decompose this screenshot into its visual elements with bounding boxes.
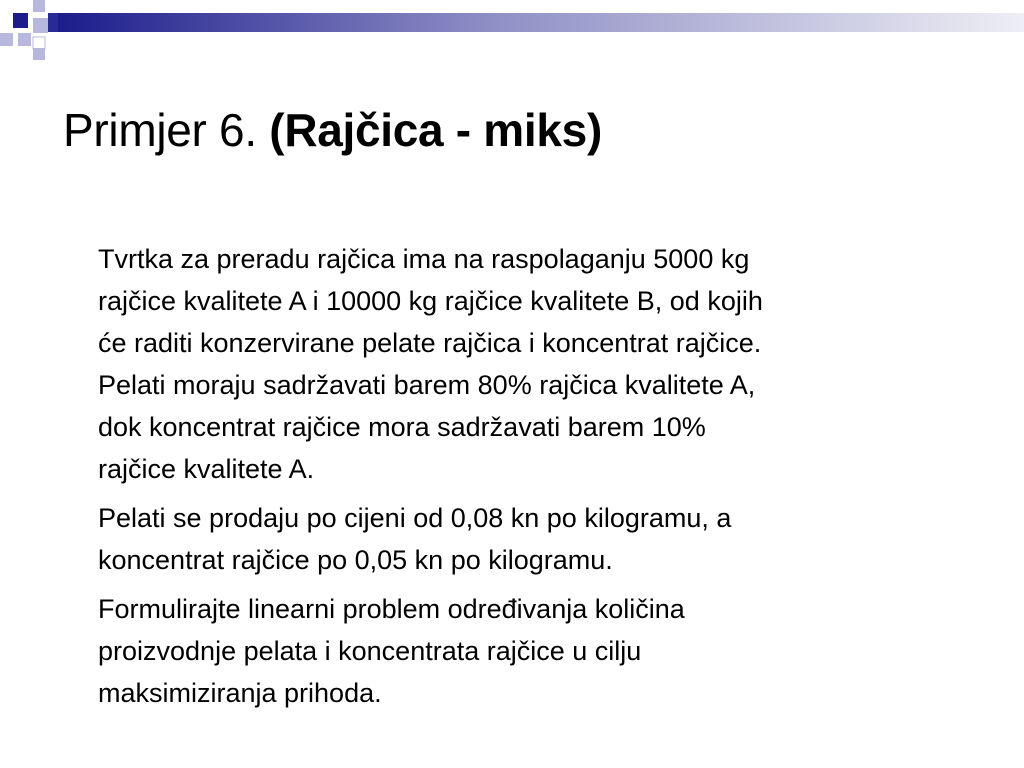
paragraph-problem xyxy=(98,238,978,490)
text-line: proizvodnje pelata i koncentrata rajčice u cilju xyxy=(98,636,642,666)
paragraph-task xyxy=(98,588,978,714)
slide-title xyxy=(63,100,602,160)
text-line: će raditi konzervirane pelate rajčica i koncentrat rajčice. xyxy=(98,328,762,358)
text-line: maksimiziranja prihoda. xyxy=(98,678,382,708)
text-line: Tvrtka za preradu rajčica ima na raspolaganju 5000 kg xyxy=(98,244,750,274)
text-line: Pelati se prodaju po cijeni od 0,08 kn po kilogramu, a xyxy=(98,503,732,533)
text-line: koncentrat rajčice po 0,05 kn po kilogramu. xyxy=(98,545,613,575)
text-line: Formulirajte linearni problem određivanja količina xyxy=(98,594,685,624)
header-decoration xyxy=(0,0,1024,62)
text-line: rajčice kvalitete A. xyxy=(98,454,315,484)
slide-title-bold: (Rajčica - miks) xyxy=(269,104,602,156)
text-line: rajčice kvalitete A i 10000 kg rajčice kvalitete B, od kojih xyxy=(98,286,763,316)
header-decoration-graphic xyxy=(0,0,1024,62)
text-line: Pelati moraju sadržavati barem 80% rajčica kvalitete A, xyxy=(98,370,756,400)
paragraph-prices xyxy=(98,497,978,581)
slide-body xyxy=(98,238,978,721)
text-line: dok koncentrat rajčice mora sadržavati barem 10% xyxy=(98,412,706,442)
slide-title-main: Primjer 6. xyxy=(63,104,270,156)
